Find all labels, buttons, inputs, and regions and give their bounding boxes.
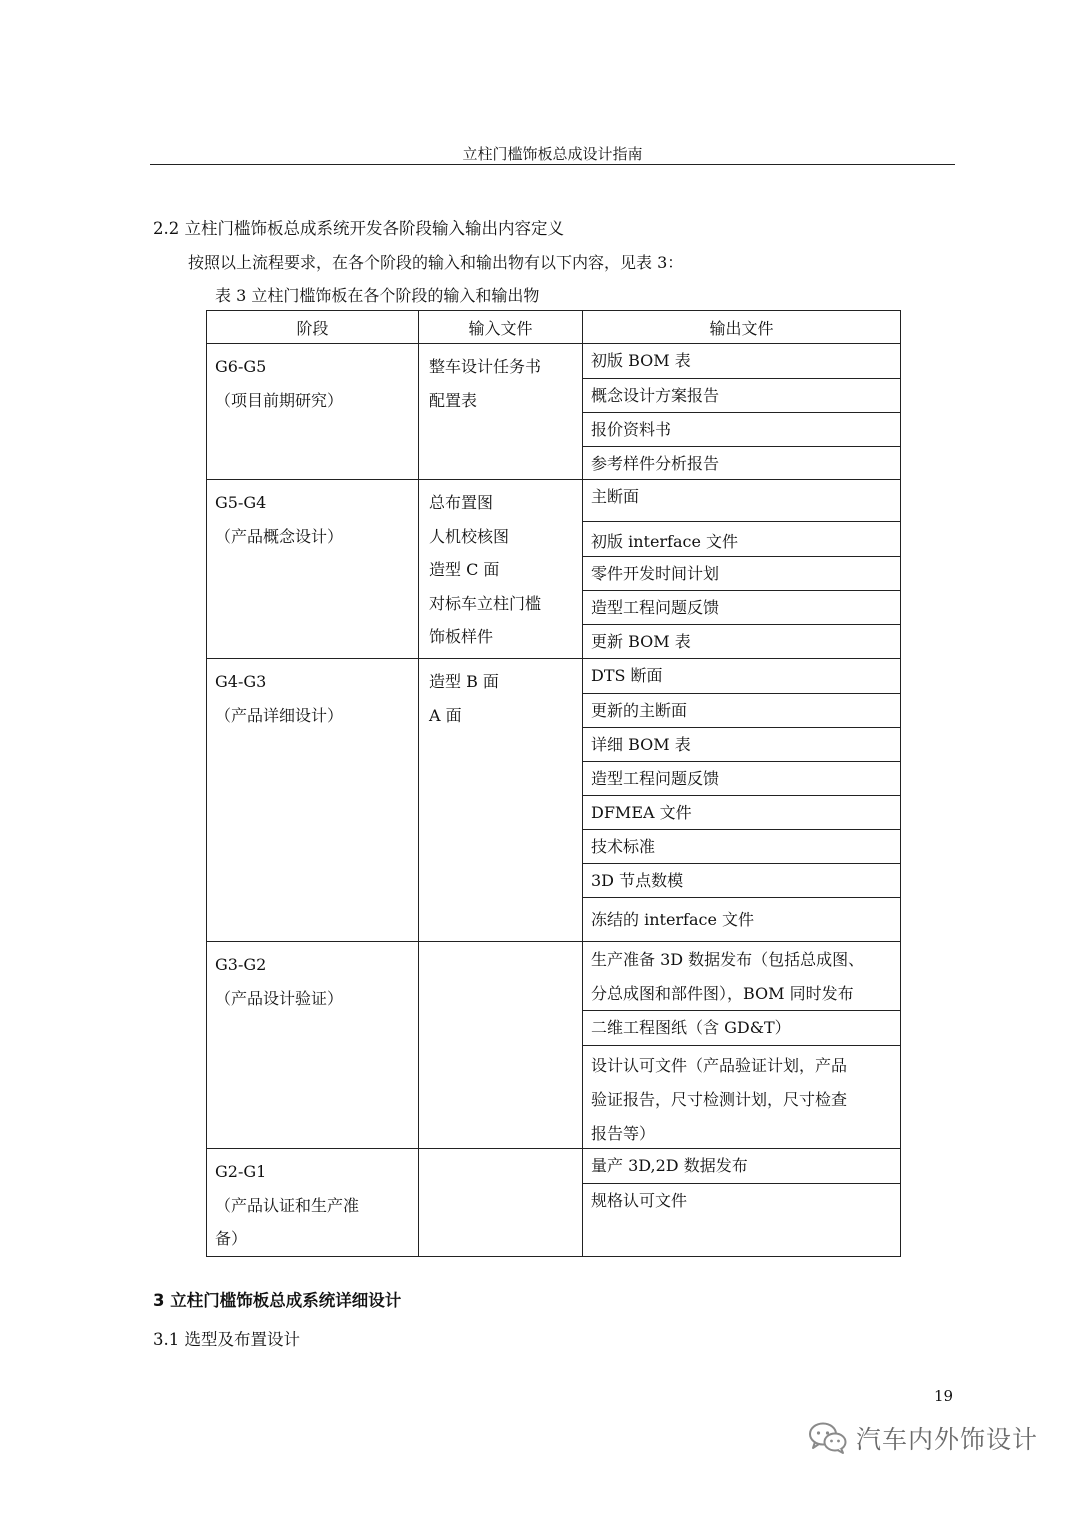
- stage-description: （产品详细设计）: [215, 705, 344, 725]
- input-item: 造型 B 面: [429, 672, 499, 691]
- inputs-cell: [419, 1149, 583, 1257]
- section-3-1-heading: 3.1 选型及布置设计: [153, 1330, 300, 1349]
- input-item: 造型 C 面: [429, 560, 500, 579]
- input-item: 配置表: [429, 390, 478, 410]
- output-item-line: 分总成图和部件图），BOM 同时发布: [591, 984, 854, 1003]
- inputs-cell: [419, 659, 583, 942]
- stage-cell: [207, 1149, 419, 1257]
- output-item: DTS 断面: [591, 666, 663, 685]
- output-item-line: 设计认可文件（产品验证计划，产品: [591, 1056, 848, 1075]
- output-item: 技术标准: [583, 829, 900, 863]
- input-item: 饰板样件: [429, 627, 494, 646]
- output-item: 造型工程问题反馈: [583, 761, 900, 795]
- watermark-text: 汽车内外饰设计: [856, 1425, 1039, 1454]
- stage-io-table: [206, 310, 901, 1257]
- table-row: [207, 942, 901, 1149]
- output-item: 主断面: [591, 487, 640, 506]
- output-item: 报价资料书: [583, 412, 900, 446]
- column-header-inputs: 输入文件: [419, 311, 583, 344]
- table-row: [207, 659, 901, 942]
- table-row: [207, 1149, 901, 1257]
- output-item-line: 验证报告，尺寸检测计划，尺寸检查: [591, 1090, 848, 1109]
- stage-description: （产品设计验证）: [215, 988, 344, 1008]
- output-item: 初版 interface 文件: [583, 521, 900, 556]
- input-item: 总布置图: [429, 493, 494, 512]
- input-item: 人机校核图: [429, 526, 510, 546]
- input-item: 整车设计任务书: [429, 357, 542, 376]
- inputs-cell: [419, 480, 583, 659]
- table-header-row: [207, 311, 901, 344]
- outputs-cell: [583, 480, 901, 659]
- section-intro-paragraph: 按照以上流程要求，在各个阶段的输入和输出物有以下内容，见表 3：: [188, 253, 684, 272]
- section-2-2-heading: 2.2 立柱门槛饰板总成系统开发各阶段输入输出内容定义: [153, 219, 564, 238]
- output-item: [583, 942, 900, 1010]
- stage-cell: [207, 942, 419, 1149]
- stage-code: G6-G5: [215, 357, 267, 376]
- inputs-cell: [419, 344, 583, 480]
- stage-cell: [207, 480, 419, 659]
- output-item: 规格认可文件: [583, 1183, 900, 1249]
- column-header-stage: 阶段: [207, 311, 419, 344]
- stage-cell: [207, 659, 419, 942]
- running-header-title: 立柱门槛饰板总成设计指南: [462, 145, 643, 163]
- section-3-heading: 3 立柱门槛饰板总成系统详细设计: [153, 1291, 402, 1310]
- stage-code: G3-G2: [215, 955, 267, 974]
- stage-cell: [207, 344, 419, 480]
- stage-code: G4-G3: [215, 672, 267, 691]
- table-row: [207, 344, 901, 480]
- stage-code: G2-G1: [215, 1162, 267, 1181]
- stage-description: （产品认证和生产准: [215, 1195, 360, 1215]
- watermark: [808, 1420, 1038, 1456]
- output-item: 3D 节点数模: [583, 863, 900, 897]
- output-item: 量产 3D,2D 数据发布: [591, 1156, 748, 1175]
- outputs-cell: [583, 1149, 901, 1257]
- input-item: A 面: [429, 705, 462, 725]
- outputs-cell: [583, 659, 901, 942]
- output-item: 二维工程图纸（含 GD&T）: [583, 1010, 900, 1045]
- output-item: 参考样件分析报告: [583, 446, 900, 479]
- output-item: DFMEA 文件: [583, 795, 900, 829]
- input-item: 对标车立柱门槛: [429, 593, 542, 613]
- stage-description: （产品概念设计）: [215, 526, 344, 546]
- column-header-outputs: 输出文件: [583, 311, 901, 344]
- wechat-icon: [808, 1420, 848, 1456]
- stage-description: 备）: [215, 1229, 248, 1248]
- output-item: 零件开发时间计划: [583, 556, 900, 590]
- output-item: 概念设计方案报告: [583, 378, 900, 412]
- inputs-cell: [419, 942, 583, 1149]
- output-item: 更新 BOM 表: [583, 624, 900, 658]
- output-item: [583, 1045, 900, 1148]
- stage-code: G5-G4: [215, 493, 267, 512]
- outputs-cell: [583, 344, 901, 480]
- header-divider: [150, 164, 955, 165]
- output-item: 更新的主断面: [583, 693, 900, 727]
- outputs-cell: [583, 942, 901, 1149]
- output-item-line: 生产准备 3D 数据发布（包括总成图、: [591, 950, 865, 969]
- stage-description: （项目前期研究）: [215, 390, 344, 410]
- output-item: 详细 BOM 表: [583, 727, 900, 761]
- table-caption: 表 3 立柱门槛饰板在各个阶段的输入和输出物: [215, 286, 540, 305]
- output-item: 初版 BOM 表: [591, 351, 691, 370]
- output-item-line: 报告等）: [591, 1124, 656, 1143]
- output-item: 冻结的 interface 文件: [583, 897, 900, 941]
- table-row: [207, 480, 901, 659]
- output-item: 造型工程问题反馈: [583, 590, 900, 624]
- page-number: 19: [934, 1387, 954, 1405]
